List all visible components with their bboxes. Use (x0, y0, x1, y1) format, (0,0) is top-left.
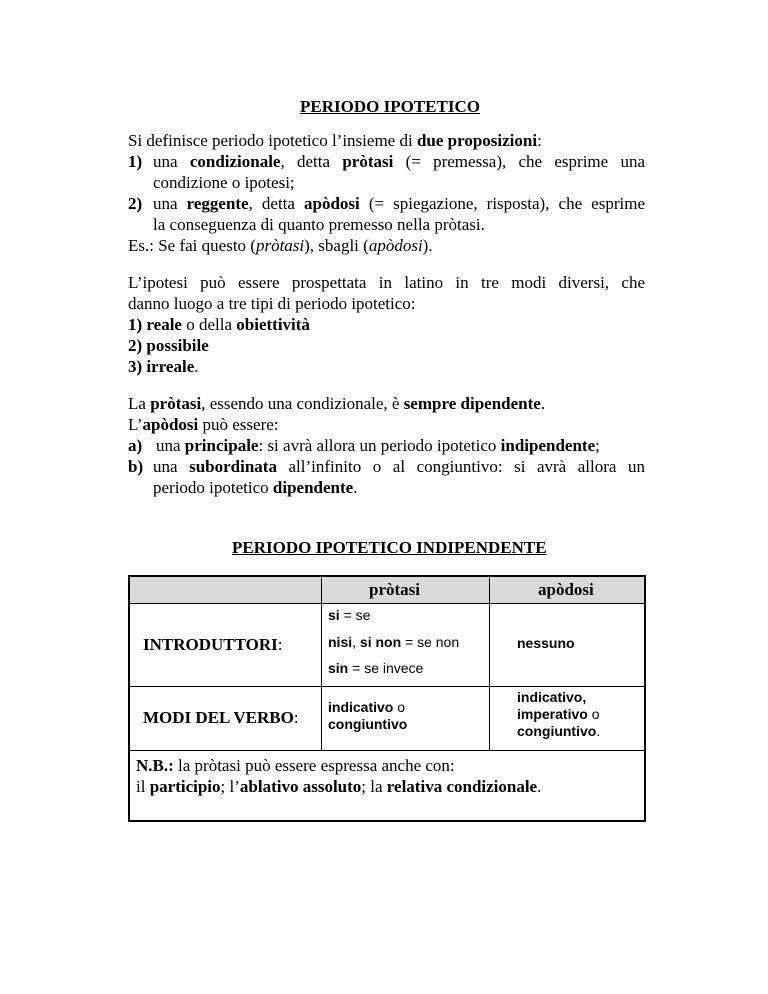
section-title: PERIODO IPOTETICO INDIPENDENTE (232, 538, 547, 557)
row-modi-apodosi-2: imperativo o (517, 706, 600, 722)
type-1: 1) reale o della obiettività (128, 315, 310, 334)
header-protasi: pròtasi (369, 580, 420, 599)
ipotetico-table (128, 575, 646, 822)
intro-item-2-number: 2) (128, 194, 143, 213)
protasi-line-1: La pròtasi, essendo una condizionale, è sempre dipendente. (128, 394, 546, 413)
type-2: 2) possibile (128, 336, 209, 355)
row-modi-protasi-2: congiuntivo (328, 716, 408, 732)
introduttore-nisi: nisi, si non = se non (328, 634, 460, 650)
intro-item-2: una reggente, detta apòdosi (= spiegazione, risposta), che esprime (153, 194, 645, 213)
nota-bene-line-2: il participio; l’ablativo assoluto; la relativa condizionale. (136, 777, 542, 796)
introduttore-sin: sin = se invece (328, 660, 424, 676)
row-introduttori-label: INTRODUTTORI: (143, 635, 283, 654)
intro-item-2-cont: la conseguenza di quanto premesso nella pròtasi. (153, 215, 485, 234)
intro-item-1-number: 1) (128, 152, 143, 171)
page-title: PERIODO IPOTETICO (300, 97, 480, 116)
row-modi-apodosi-3: congiuntivo. (517, 723, 601, 739)
types-line-2: danno luogo a tre tipi di periodo ipotetico: (128, 294, 416, 313)
row-introduttori-apodosi: nessuno (517, 635, 575, 651)
option-a-number: a) (128, 436, 143, 455)
nota-bene-line-1: N.B.: la pròtasi può essere espressa anche con: (136, 756, 455, 775)
type-3: 3) irreale. (128, 357, 199, 376)
header-apodosi: apòdosi (538, 580, 594, 599)
intro-line-1: Si definisce periodo ipotetico l’insieme di due proposizioni: (128, 131, 542, 150)
intro-item-1: una condizionale, detta pròtasi (= premessa), che esprime una (153, 152, 645, 171)
table-divider (489, 577, 490, 750)
protasi-line-2: L’apòdosi può essere: (128, 415, 279, 434)
option-b-cont: periodo ipotetico dipendente. (153, 478, 358, 497)
example-line: Es.: Se fai questo (pròtasi), sbagli (apòdosi). (128, 236, 433, 255)
option-b: una subordinata all’infinito o al congiuntivo: si avrà allora un (153, 457, 646, 476)
table-divider (130, 750, 644, 751)
table-divider (130, 686, 644, 687)
table-divider (321, 577, 322, 750)
types-line-1: L’ipotesi può essere prospettata in latino in tre modi diversi, che (128, 273, 645, 292)
intro-item-1-cont: condizione o ipotesi; (153, 173, 295, 192)
row-modi-protasi-1: indicativo o (328, 699, 406, 715)
introduttore-si: si = se (328, 607, 371, 623)
option-a: una principale: si avrà allora un periodo ipotetico indipendente; (156, 436, 600, 455)
option-b-number: b) (128, 457, 144, 476)
row-modi-label: MODI DEL VERBO: (143, 708, 299, 727)
row-modi-apodosi-1: indicativo, (517, 689, 587, 705)
